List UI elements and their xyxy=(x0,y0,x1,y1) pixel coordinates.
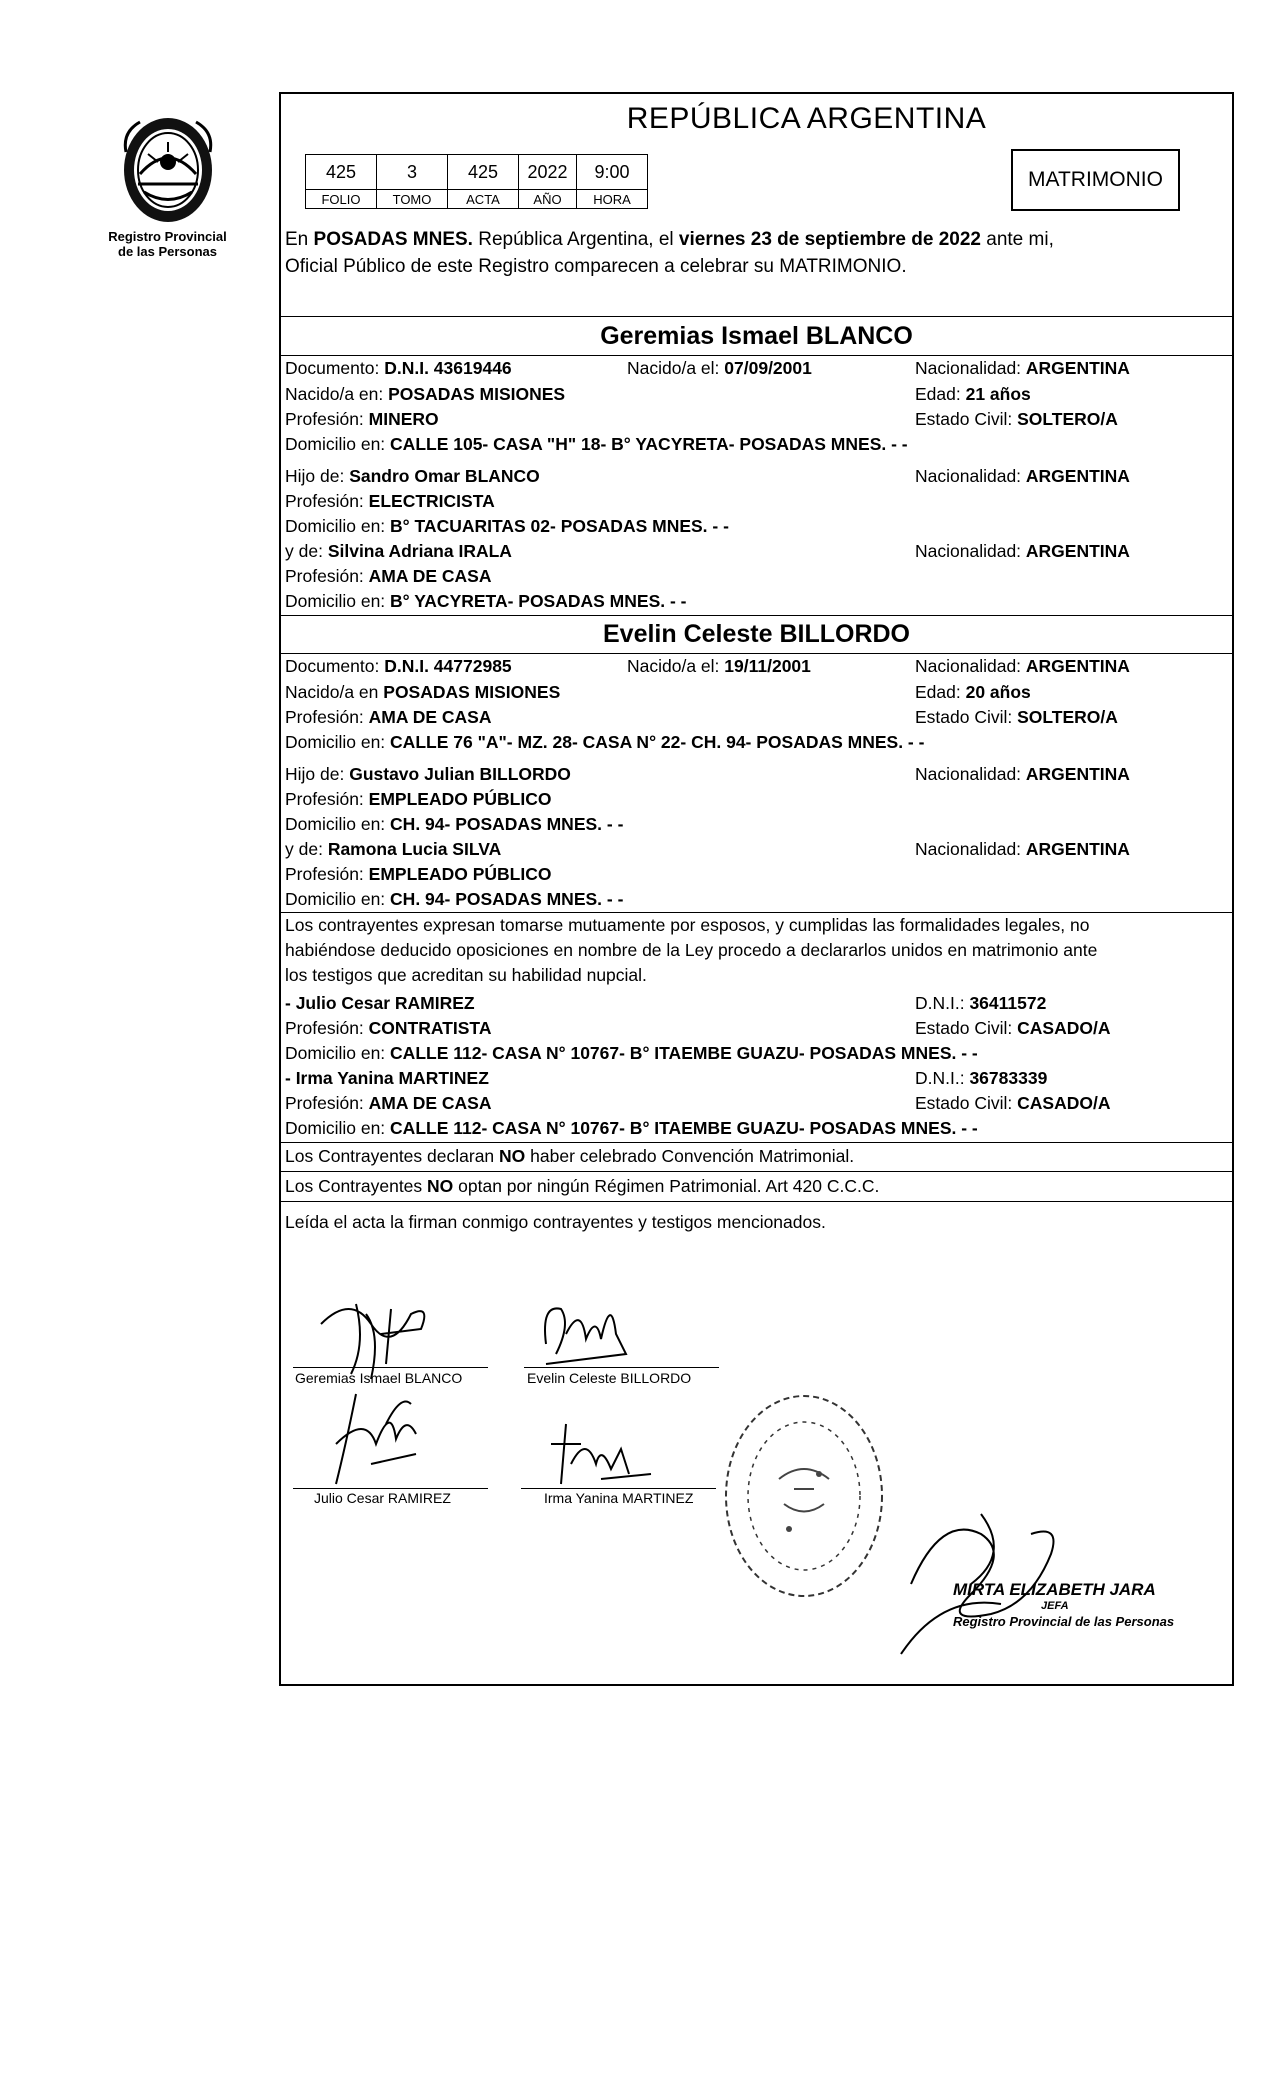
spouse1-birthplace: Nacido/a en: POSADAS MISIONES xyxy=(285,384,566,404)
witness2-dni: D.N.I.: 36783339 xyxy=(915,1068,1048,1088)
signature-name-2: Evelin Celeste BILLORDO xyxy=(527,1370,692,1386)
witness2-civil-status: Estado Civil: CASADO/A xyxy=(915,1093,1111,1113)
intro-place: POSADAS MNES. xyxy=(313,229,473,250)
intro-paragraph: En POSADAS MNES. República Argentina, el viernes 23 de septiembre de 2022 ante mi, Oficial Público de este Registro comparecen a celebrar su MATRIMONIO. xyxy=(285,229,1054,277)
tomo-label: TOMO xyxy=(377,190,448,209)
signature-name-4: Irma Yanina MARTINEZ xyxy=(544,1490,694,1506)
record-type-box: MATRIMONIO xyxy=(1011,149,1180,211)
signature-name-1: Geremias Ismael BLANCO xyxy=(295,1370,463,1386)
section-divider xyxy=(281,355,1232,356)
registry-logo xyxy=(100,112,235,259)
spouse2-age: Edad: 20 años xyxy=(915,682,1031,702)
official-seal-stamp xyxy=(719,1389,889,1604)
spouse1-mother-address: Domicilio en: B° YACYRETA- POSADAS MNES. - - xyxy=(285,591,687,611)
official-name: MIRTA ELIZABETH JARA xyxy=(953,1580,1156,1599)
folio-label: FOLIO xyxy=(306,190,377,209)
patrimonial-regime-note: Los Contrayentes NO optan por ningún Régimen Patrimonial. Art 420 C.C.C. xyxy=(285,1176,880,1196)
official-office: Registro Provincial de las Personas xyxy=(953,1614,1175,1629)
spouse2-father-profession: Profesión: EMPLEADO PÚBLICO xyxy=(285,789,552,809)
witness2-name: - Irma Yanina MARTINEZ xyxy=(285,1068,489,1088)
spouse1-birthdate: Nacido/a el: 07/09/2001 xyxy=(627,358,812,378)
section-divider xyxy=(281,653,1232,654)
spouse1-age: Edad: 21 años xyxy=(915,384,1031,404)
spouse1-nationality: Nacionalidad: ARGENTINA xyxy=(915,358,1130,378)
signature-mark-4 xyxy=(541,1414,661,1494)
witness1-dni: D.N.I.: 36411572 xyxy=(915,993,1047,1013)
spouse1-father: Hijo de: Sandro Omar BLANCO xyxy=(285,466,540,486)
acta-label: ACTA xyxy=(448,190,519,209)
anio-label: AÑO xyxy=(519,190,577,209)
logo-caption-line1: Registro Provincial xyxy=(108,229,227,244)
acta-value: 425 xyxy=(448,155,519,190)
signature-line-4 xyxy=(521,1488,716,1489)
spouse2-birthdate: Nacido/a el: 19/11/2001 xyxy=(627,656,811,676)
spouse1-document: Documento: D.N.I. 43619446 xyxy=(285,358,512,378)
witness1-address: Domicilio en: CALLE 112- CASA N° 10767- B° ITAEMBE GUAZU- POSADAS MNES. - - xyxy=(285,1043,978,1063)
signature-line-2 xyxy=(524,1367,719,1368)
folio-value: 425 xyxy=(306,155,377,190)
spouse2-nationality: Nacionalidad: ARGENTINA xyxy=(915,656,1130,676)
declaration-paragraph: Los contrayentes expresan tomarse mutuamente por esposos, y cumplidas las formalidades legales, no habiéndose deducido oposiciones en nombre de la Ley procedo a declararlos unidos en matrimonio ante los testigos que acreditan su habilidad nupcial. xyxy=(285,915,1098,985)
spouse2-address: Domicilio en: CALLE 76 "A"- MZ. 28- CASA N° 22- CH. 94- POSADAS MNES. - - xyxy=(285,732,925,752)
signature-name-3: Julio Cesar RAMIREZ xyxy=(314,1490,451,1506)
official-title: JEFA xyxy=(1041,1600,1069,1612)
spouse2-name: Evelin Celeste BILLORDO xyxy=(602,620,911,648)
spouse2-profession: Profesión: AMA DE CASA xyxy=(285,707,492,727)
signature-line-1 xyxy=(293,1367,488,1368)
signature-line-3 xyxy=(293,1488,488,1489)
document-title: REPÚBLICA ARGENTINA xyxy=(626,102,987,135)
spouse2-mother: y de: Ramona Lucia SILVA xyxy=(285,839,502,859)
witness2-address: Domicilio en: CALLE 112- CASA N° 10767- B° ITAEMBE GUAZU- POSADAS MNES. - - xyxy=(285,1118,978,1138)
spouse2-birthplace: Nacido/a en POSADAS MISIONES xyxy=(285,682,561,702)
spouse2-mother-nationality: Nacionalidad: ARGENTINA xyxy=(915,839,1130,859)
witness1-profession: Profesión: CONTRATISTA xyxy=(285,1018,492,1038)
hora-label: HORA xyxy=(577,190,648,209)
spouse2-document: Documento: D.N.I. 44772985 xyxy=(285,656,512,676)
spouse1-father-address: Domicilio en: B° TACUARITAS 02- POSADAS MNES. - - xyxy=(285,516,729,536)
tomo-value: 3 xyxy=(377,155,448,190)
logo-caption-line2: de las Personas xyxy=(118,244,217,259)
spouse1-civil-status: Estado Civil: SOLTERO/A xyxy=(915,409,1118,429)
spouse2-father-nationality: Nacionalidad: ARGENTINA xyxy=(915,764,1130,784)
spouse2-mother-profession: Profesión: EMPLEADO PÚBLICO xyxy=(285,864,552,884)
certificate-frame xyxy=(279,92,1234,1686)
witness2-profession: Profesión: AMA DE CASA xyxy=(285,1093,492,1113)
spouse1-address: Domicilio en: CALLE 105- CASA "H" 18- B° YACYRETA- POSADAS MNES. - - xyxy=(285,434,908,454)
spouse2-father: Hijo de: Gustavo Julian BILLORDO xyxy=(285,764,571,784)
spouse1-profession: Profesión: MINERO xyxy=(285,409,439,429)
intro-line2: Oficial Público de este Registro comparecen a celebrar su MATRIMONIO. xyxy=(285,256,907,277)
signature-mark-3 xyxy=(316,1384,436,1494)
spouse1-father-profession: Profesión: ELECTRICISTA xyxy=(285,491,495,511)
witness1-name: - Julio Cesar RAMIREZ xyxy=(285,993,475,1013)
signature-mark-2 xyxy=(526,1284,646,1374)
spouse2-father-address: Domicilio en: CH. 94- POSADAS MNES. - - xyxy=(285,814,624,834)
section-divider xyxy=(281,615,1232,616)
spouse1-mother-profession: Profesión: AMA DE CASA xyxy=(285,566,492,586)
spouse1-mother: y de: Silvina Adriana IRALA xyxy=(285,541,512,561)
witness1-civil-status: Estado Civil: CASADO/A xyxy=(915,1018,1111,1038)
record-index-table xyxy=(305,154,648,209)
section-divider xyxy=(281,1201,1232,1202)
spouse1-mother-nationality: Nacionalidad: ARGENTINA xyxy=(915,541,1130,561)
anio-value: 2022 xyxy=(519,155,577,190)
intro-date: viernes 23 de septiembre de 2022 xyxy=(678,229,981,250)
spouse2-civil-status: Estado Civil: SOLTERO/A xyxy=(915,707,1118,727)
closing-statement: Leída el acta la firman conmigo contrayentes y testigos mencionados. xyxy=(285,1212,826,1232)
convention-note: Los Contrayentes declaran NO haber celebrado Convención Matrimonial. xyxy=(285,1146,855,1166)
spouse2-mother-address: Domicilio en: CH. 94- POSADAS MNES. - - xyxy=(285,889,624,909)
spouse1-father-nationality: Nacionalidad: ARGENTINA xyxy=(915,466,1130,486)
section-divider xyxy=(281,1142,1232,1143)
spouse1-name: Geremias Ismael BLANCO xyxy=(600,322,913,350)
official-signature-mark xyxy=(881,1494,1121,1664)
hora-value: 9:00 xyxy=(577,155,648,190)
provincial-seal-icon xyxy=(118,112,218,227)
section-divider xyxy=(281,316,1232,317)
section-divider xyxy=(281,1171,1232,1172)
